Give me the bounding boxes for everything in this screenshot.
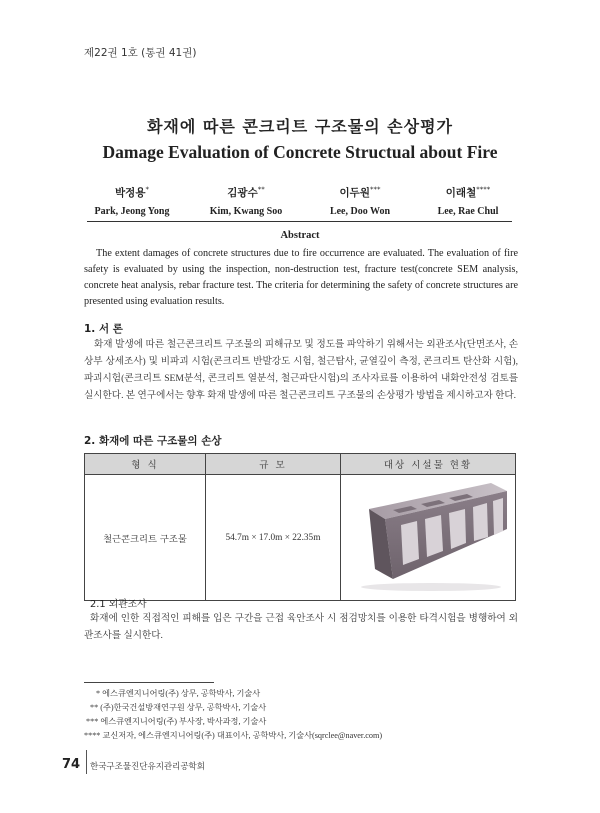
english-title: Damage Evaluation of Concrete Structual about Fire [102, 142, 498, 162]
author-korean-name: 김광수 [227, 187, 258, 199]
section-2-heading: 2. 화재에 따른 구조물의 손상 [84, 435, 222, 447]
author-english-name: Lee, Rae Chul [437, 206, 499, 217]
column-header-facility: 대상 시설물 현황 [341, 454, 516, 475]
author-korean-name: 박정용 [115, 187, 146, 199]
section-2-1-heading: 2.1 외관조사 [90, 599, 147, 610]
author-mark: ** [257, 185, 265, 194]
author-mark: * [145, 185, 149, 194]
author-korean-name: 이래철 [445, 187, 477, 199]
footnote-divider [84, 682, 214, 683]
cell-structure-scale: 54.7m × 17.0m × 22.35m [205, 475, 340, 601]
author-mark: **** [476, 185, 491, 194]
volume-header: 제22권 1호 (통권 41권) [84, 47, 197, 59]
cell-facility-photo [341, 475, 516, 601]
author-3 [300, 185, 420, 217]
section-1-heading: 1. 서 론 [84, 323, 123, 335]
footnote-3: *** 에스큐엔지니어링(주) 부사장, 박사과정, 기술사 [86, 717, 267, 726]
author-divider [87, 221, 512, 222]
author-korean-name: 이두원 [339, 187, 370, 199]
column-header-scale: 규 모 [205, 454, 340, 475]
abstract-text: The extent damages of concrete structures due to fire occurrence are evaluated. The evaluation of fire safety is evaluated by using the inspection, non-destruction test, fracture test(concrete SEM analysis, concrete heat analysis, rebar fracture test. The criteria for determining the safety of concrete structures are presented using evaluation results. [84, 248, 518, 307]
section-2-1-body: 화재에 인한 직접적인 피해를 입은 구간을 근접 육안조사 시 점검망치를 이용한 타격시험을 병행하여 외관조사를 실시한다. [84, 613, 518, 641]
column-header-type: 형 식 [85, 454, 206, 475]
author-1 [72, 185, 192, 217]
page-number: 74 [62, 757, 81, 772]
author-english-name: Kim, Kwang Soo [209, 206, 283, 217]
footnote-4: **** 교신저자, 에스큐엔지니어링(주) 대표이사, 공학박사, 기술사(sqrclee@naver.com) [84, 731, 383, 740]
concrete-structure-photo [341, 475, 515, 597]
table-header-row [85, 454, 516, 475]
journal-name: 한국구조물진단유지관리공학회 [90, 762, 205, 772]
korean-title: 화재에 따른 콘크리트 구조물의 손상평가 [146, 117, 454, 136]
abstract-heading: Abstract [280, 230, 320, 241]
author-mark: *** [369, 185, 381, 194]
facility-table [84, 453, 516, 601]
author-4 [408, 185, 528, 217]
author-english-name: Lee, Doo Won [329, 206, 391, 217]
footnote-1: * 에스큐엔지니어링(주) 상무, 공학박사, 기술사 [96, 689, 261, 698]
section-1-body: 화재 발생에 따른 철근콘크리트 구조물의 피해규모 및 정도를 파악하기 위해서는 외관조사(단면조사, 손상부 상세조사) 및 비파괴 시험(콘크리트 반발강도 시험, 철근탐사, 균열깊이 측정, 콘크리트 탄산화 시험), 파괴시험(콘크리트 SEM분석, 콘크리트 열분석, 철근파단시험)의 조사자료를 이용하여 내화안전성 검토를 실시한다. 본 연구에서는 향후 화재 발생에 따른 철근콘크리트 구조물의 손상평가 방법을 제시하고자 한다. [84, 339, 518, 401]
cell-structure-type: 철근콘크리트 구조물 [85, 475, 206, 601]
footer-divider [86, 750, 87, 774]
table-row [85, 475, 516, 601]
author-2 [186, 185, 306, 217]
author-english-name: Park, Jeong Yong [94, 206, 170, 217]
footnote-2: ** (주)한국건설방재연구원 상무, 공학박사, 기술사 [90, 703, 267, 712]
